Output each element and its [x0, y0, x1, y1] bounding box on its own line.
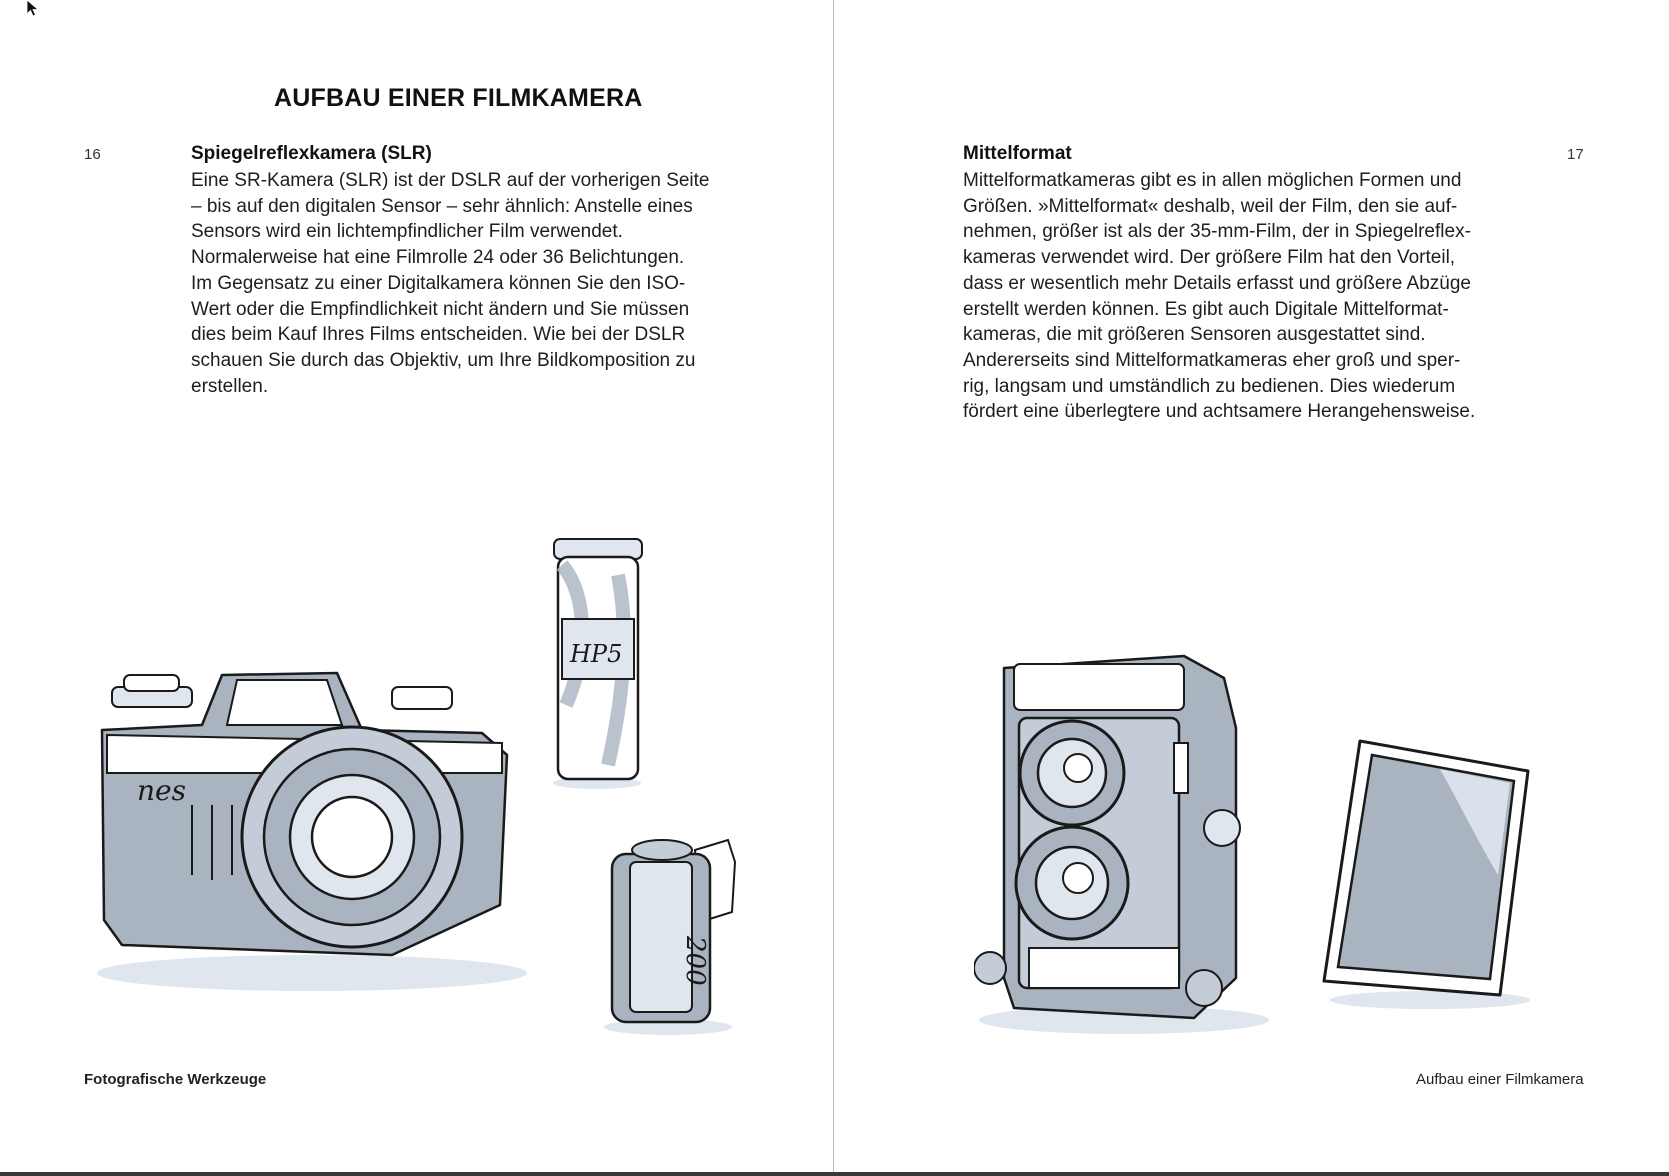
text-line: dies beim Kauf Ihres Films entscheiden. Wie bei der DSLR	[191, 324, 686, 346]
medium-format-camera-illustration	[974, 648, 1274, 1038]
text-line: fördert eine überlegtere und achtsamere Herangehensweise.	[963, 401, 1476, 423]
slr-camera-illustration	[82, 655, 532, 1000]
text-line: Andererseits sind Mittelformatkameras eher groß und sper-	[963, 349, 1461, 371]
text-line: kameras verwendet wird. Der größere Film hat den Vorteil,	[963, 247, 1456, 269]
text-line: – bis auf den digitalen Sensor – sehr ähnlich: Anstelle eines	[191, 195, 693, 217]
footer-left: Fotografische Werkzeuge	[84, 1071, 267, 1088]
film-back-illustration	[1320, 735, 1530, 1015]
page-number-right: 17	[1567, 146, 1584, 163]
text-line: erstellt werden können. Es gibt auch Digitale Mittelformat-	[963, 298, 1449, 320]
cartridge-lettering: 200	[680, 936, 710, 986]
text-line: Wert oder die Empfindlichkeit nicht ändern und Sie müssen	[191, 298, 690, 320]
mouse-pointer-icon	[26, 0, 44, 18]
film-canister-illustration	[548, 535, 646, 790]
bottom-edge	[0, 1172, 1669, 1176]
text-line: Eine SR-Kamera (SLR) ist der DSLR auf der vorherigen Seite	[191, 170, 710, 191]
camera-lettering: nes	[137, 774, 186, 807]
section-title-slr: Spiegelreflexkamera (SLR)	[191, 143, 432, 164]
footer-right: Aufbau einer Filmkamera	[1416, 1071, 1584, 1088]
text-line: nehmen, größer ist als der 35-mm-Film, der in Spiegelreflex-	[963, 221, 1471, 243]
text-line: Im Gegensatz zu einer Digitalkamera können Sie den ISO-	[191, 272, 686, 294]
body-text-slr	[191, 168, 710, 399]
text-line: dass er wesentlich mehr Details erfasst und größere Abzüge	[963, 272, 1471, 294]
text-line: schauen Sie durch das Objektiv, um Ihre Bildkomposition zu	[191, 349, 696, 371]
text-line: kameras, die mit größeren Sensoren ausgestattet sind.	[963, 324, 1426, 346]
film-cartridge-illustration	[600, 832, 740, 1037]
chapter-title: AUFBAU EINER FILMKAMERA	[274, 84, 643, 112]
right-page	[834, 0, 1669, 1176]
canister-lettering: HP5	[570, 640, 623, 668]
text-line: Mittelformatkameras gibt es in allen möglichen Formen und	[963, 170, 1462, 191]
page-number-left: 16	[84, 146, 101, 163]
body-text-medium-format	[963, 168, 1475, 425]
section-title-medium-format: Mittelformat	[963, 143, 1072, 164]
text-line: Sensors wird ein lichtempfindlicher Film verwendet.	[191, 221, 623, 243]
text-line: rig, langsam und umständlich zu bedienen. Dies wiederum	[963, 375, 1456, 397]
text-line: Größen. »Mittelformat« deshalb, weil der Film, den sie auf-	[963, 195, 1458, 217]
left-page	[0, 0, 833, 1176]
text-line: erstellen.	[191, 375, 269, 397]
text-line: Normalerweise hat eine Filmrolle 24 oder 36 Belichtungen.	[191, 247, 685, 269]
